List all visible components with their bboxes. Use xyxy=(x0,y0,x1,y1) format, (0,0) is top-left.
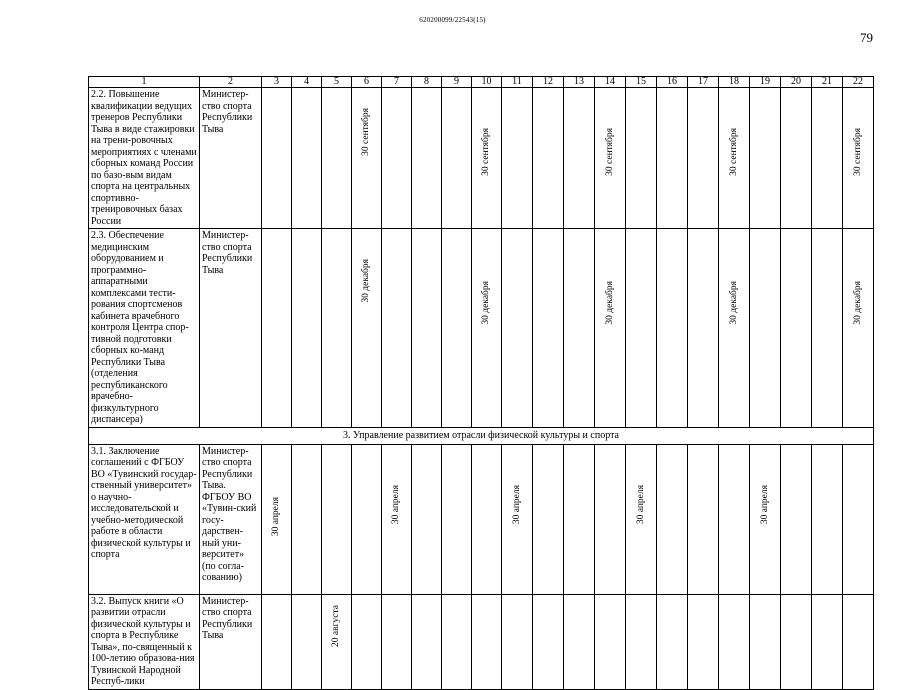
activity-cell: 2.3. Обеспечение медицинским оборудованием и программно-аппаратными комплексами тести-рования спортсменов кабинета врачебного контроля Центра спор-тивной подготовки сборных ко-манд Республики Тыва (отделения республиканского врачебно-физкультурного диспансера) xyxy=(89,229,200,428)
col-header: 4 xyxy=(292,77,322,88)
executor-cell: Министер-ство спорта Республики Тыва xyxy=(200,229,262,428)
col-header: 20 xyxy=(781,77,812,88)
deadline-label: 30 декабря xyxy=(728,281,739,325)
activity-cell: 3.1. Заключение соглашений с ФГБОУ ВО «Тувинский государ-ственный университет» о научно-исследовательской и учебно-методической работе в области физической культуры и спорта xyxy=(89,444,200,594)
col-header: 11 xyxy=(502,77,533,88)
col-header: 7 xyxy=(382,77,412,88)
executor-cell: Министер-ство спорта Республики Тыва. ФГБОУ ВО «Тувин-ский госу-дарствен-ный уни-верситет» (по согла-сованию) xyxy=(200,444,262,594)
deadline-label: 30 декабря xyxy=(481,281,491,325)
deadline-label: 30 сентября xyxy=(728,128,739,176)
col-header: 18 xyxy=(719,77,750,88)
deadline-label: 30 апреля xyxy=(635,484,646,524)
table-row xyxy=(89,88,874,229)
col-header: 12 xyxy=(533,77,564,88)
deadline-label: 30 сентября xyxy=(852,128,863,176)
col-header: 5 xyxy=(322,77,352,88)
deadline-label: 30 декабря xyxy=(361,259,371,303)
deadline-label: 30 сентября xyxy=(361,108,371,156)
deadline-label: 30 апреля xyxy=(511,484,522,524)
col-header: 9 xyxy=(442,77,472,88)
col-header: 13 xyxy=(564,77,595,88)
col-header: 3 xyxy=(262,77,292,88)
col-header: 17 xyxy=(688,77,719,88)
col-header: 21 xyxy=(812,77,843,88)
section-row xyxy=(89,427,874,444)
deadline-label: 20 августа xyxy=(331,604,341,647)
col-header: 19 xyxy=(750,77,781,88)
deadline-label: 30 сентября xyxy=(481,128,491,176)
deadline-label: 30 апреля xyxy=(759,484,770,524)
table-row xyxy=(89,444,874,594)
col-header: 22 xyxy=(843,77,874,88)
executor-cell: Министер-ство спорта Республики Тыва xyxy=(200,88,262,229)
deadline-label: 30 апреля xyxy=(391,484,401,524)
col-header: 14 xyxy=(595,77,626,88)
page-number: 79 xyxy=(860,30,873,45)
schedule-table xyxy=(88,76,874,690)
activity-cell: 2.2. Повышение квалификации ведущих тренеров Республики Тыва в виде стажировки на трени-ровочных мероприятиях с членами сборных команд России по базо-вым видам спорта на центральных спортивно-тренировочных базах России xyxy=(89,88,200,229)
col-header: 2 xyxy=(200,77,262,88)
document-id: 620200099/22543(15) xyxy=(419,16,486,24)
header-row xyxy=(89,77,874,88)
col-header: 15 xyxy=(626,77,657,88)
col-header: 8 xyxy=(412,77,442,88)
deadline-label: 30 апреля xyxy=(271,496,281,536)
col-header: 16 xyxy=(657,77,688,88)
table-row xyxy=(89,594,874,689)
deadline-label: 30 декабря xyxy=(852,281,863,325)
deadline-label: 30 сентября xyxy=(604,128,615,176)
col-header: 6 xyxy=(352,77,382,88)
deadline-label: 30 декабря xyxy=(604,281,615,325)
table-row xyxy=(89,229,874,428)
section-title: 3. Управление развитием отрасли физической культуры и спорта xyxy=(89,427,874,444)
executor-cell: Министер-ство спорта Республики Тыва xyxy=(200,594,262,689)
col-header: 1 xyxy=(89,77,200,88)
activity-cell: 3.2. Выпуск книги «О развитии отрасли физической культуры и спорта в Республике Тыва», по-священный к 100-летию образова-ния Тувинской Народной Респуб-лики xyxy=(89,594,200,689)
col-header: 10 xyxy=(472,77,502,88)
